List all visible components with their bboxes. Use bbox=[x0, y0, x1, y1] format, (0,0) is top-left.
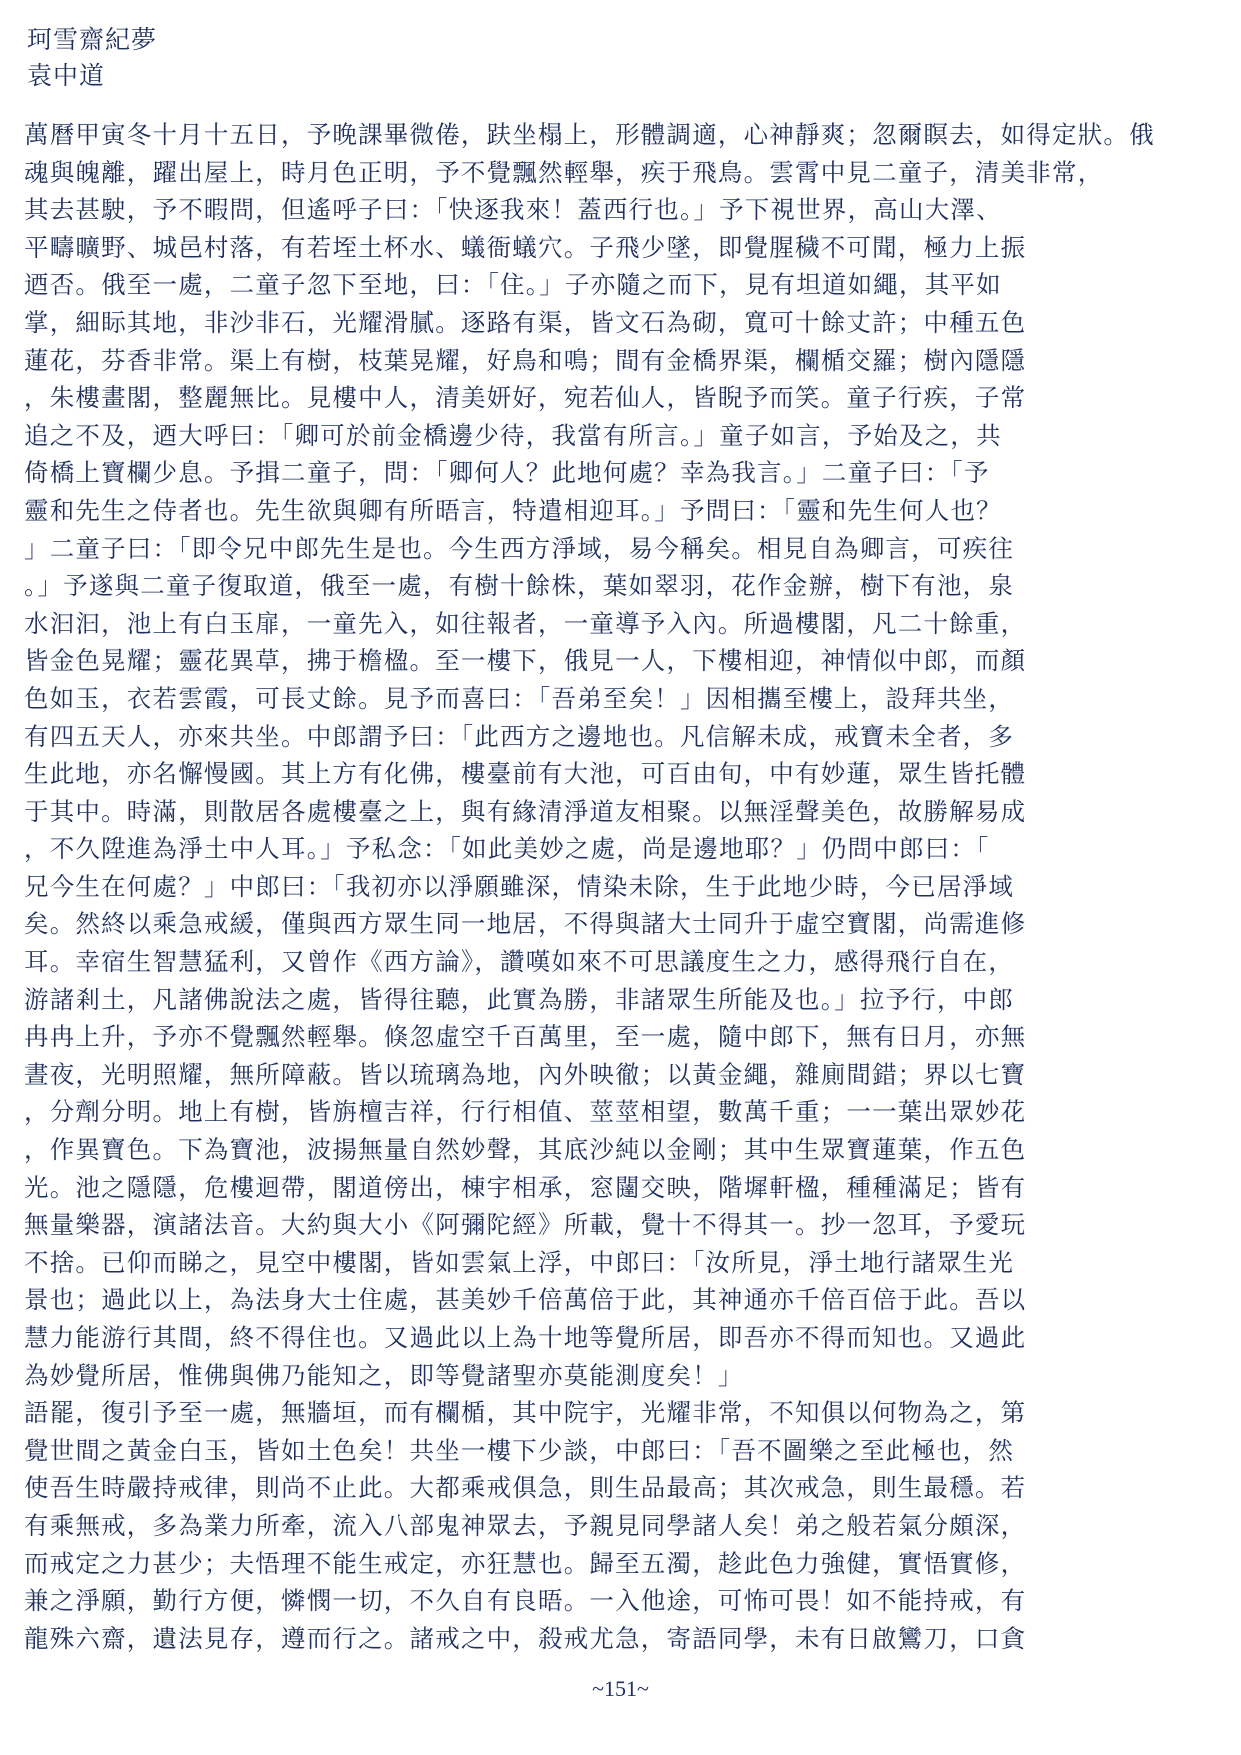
document-title: 珂雪齋紀夢 bbox=[27, 25, 158, 54]
text-line: 慧力能游行其間，終不得住也。又過此以上為十地等覺所居，即吾亦不得而知也。又過此 bbox=[24, 1323, 1027, 1352]
text-line: 游諸剎土，凡諸佛說法之處，皆得往聽，此實為勝，非諸眾生所能及也。」拉予行，中郎 bbox=[24, 984, 1015, 1014]
text-line: ，不久陞進為淨土中人耳。」予私念：「如此美妙之處，尚是邊地耶？」仍問中郎曰：「 bbox=[24, 834, 990, 864]
text-line: 有乘無戒，多為業力所牽，流入八部鬼神眾去，予親見同學諸人矣！弟之般若氣分頗深， bbox=[24, 1510, 1027, 1540]
text-line: 平疇曠野、城邑村落，有若垤土杯水、蟻衙蟻穴。子飛少墜，即覺腥穢不可聞，極力上振 bbox=[24, 232, 1027, 262]
text-line: 掌，細眎其地，非沙非石，光耀滑膩。逐路有渠，皆文石為砌，寬可十餘丈許；中種五色 bbox=[24, 307, 1027, 337]
text-line: 兄今生在何處？」中郎曰：「我初亦以淨願雖深，情染未除，生于此地少時，今已居淨域 bbox=[24, 871, 1015, 901]
document-header bbox=[27, 22, 157, 94]
text-line: 覺世間之黃金白玉，皆如土色矣！共坐一樓下少談，中郎曰：「吾不圖樂之至此極也，然 bbox=[24, 1435, 1015, 1465]
text-line: 為妙覺所居，惟佛與佛乃能知之，即等覺諸聖亦莫能測度矣！」 bbox=[24, 1360, 744, 1390]
text-line: 冉冉上升，予亦不覺飄然輕舉。倏忽虛空千百萬里，至一處，隨中郎下，無有日月，亦無 bbox=[24, 1022, 1027, 1052]
text-line: 色如玉，衣若雲霞，可長丈餘。見予而喜曰：「吾弟至矣！」因相攜至樓上，設拜共坐， bbox=[24, 683, 1015, 713]
document-author: 袁中道 bbox=[27, 61, 106, 90]
text-line: 萬曆甲寅冬十月十五日，予晚課畢微倦，趺坐榻上，形體調適，心神靜爽；忽爾瞑去，如得定狀。俄 bbox=[24, 120, 1155, 149]
text-line: 無量樂器，演諸法音。大約與大小《阿彌陀經》所載，覺十不得其一。抄一忽耳，予愛玩 bbox=[24, 1210, 1027, 1240]
text-line: 而戒定之力甚少；夫悟理不能生戒定，亦狂慧也。歸至五濁，趁此色力強健，實悟實修， bbox=[24, 1548, 1027, 1578]
text-line: 蓮花，芬香非常。渠上有樹，枝葉晃耀，好鳥和鳴；間有金橋界渠，欄楯交羅；樹內隱隱 bbox=[24, 345, 1027, 375]
text-line: 靈和先生之侍者也。先生欲與卿有所晤言，特遣相迎耳。」予問曰：「靈和先生何人也？ bbox=[24, 495, 1002, 525]
text-line: ，作異寶色。下為寶池，波揚無量自然妙聲，其底沙純以金剛；其中生眾寶蓮葉，作五色 bbox=[24, 1135, 1027, 1165]
text-line: 語罷，復引予至一處，無牆垣，而有欄楯，其中院宇，光耀非常，不知俱以何物為之，第 bbox=[24, 1398, 1027, 1428]
text-line: 矣。然終以乘急戒緩，僅與西方眾生同一地居，不得與諸大士同升于虛空寶閣，尚需進修 bbox=[24, 909, 1027, 939]
text-line: 景也；過此以上，為法身大士住處，甚美妙千倍萬倍于此，其神通亦千倍百倍于此。吾以 bbox=[24, 1285, 1027, 1315]
text-line: 有四五天人，亦來共坐。中郎謂予曰：「此西方之邊地也。凡信解未成，戒寶未全者，多 bbox=[24, 721, 1015, 751]
text-line: 。」予遂與二童子復取道，俄至一處，有樹十餘株，葉如翠羽，花作金辦，樹下有池，泉 bbox=[24, 571, 1015, 601]
text-line: 水汩汩，池上有白玉扉，一童先入，如往報者，一童導予入內。所過樓閣，凡二十餘重， bbox=[24, 608, 1027, 638]
text-line: 耳。幸宿生智慧猛利，又曾作《西方論》，讚嘆如來不可思議度生之力，感得飛行自在， bbox=[24, 947, 1015, 977]
text-line: 」二童子曰：「即令兄中郎先生是也。今生西方淨域，易今稱矣。相見自為卿言，可疾往 bbox=[24, 533, 1015, 563]
text-line: 倚橋上寶欄少息。予揖二童子，問：「卿何人？此地何處？幸為我言。」二童子曰：「予 bbox=[24, 458, 990, 488]
page-number: ~151~ bbox=[592, 1676, 649, 1701]
text-line: 龍殊六齋，遺法見存，遵而行之。諸戒之中，殺戒尤急，寄語同學，未有日啟鸞刀，口貪 bbox=[24, 1623, 1027, 1653]
text-line: 其去甚駛，予不暇問，但遙呼子曰：「快逐我來！蓋西行也。」予下視世界，高山大澤、 bbox=[24, 195, 1002, 225]
text-line: 生此地，亦名懈慢國。其上方有化佛，樓臺前有大池，可百由旬，中有妙蓮，眾生皆托體 bbox=[24, 759, 1027, 789]
text-line: 魂與魄離，躍出屋上，時月色正明，予不覺飄然輕舉，疾于飛鳥。雲霄中見二童子，清美非常， bbox=[24, 157, 1104, 187]
text-line: 不捨。已仰而睇之，見空中樓閣，皆如雲氣上浮，中郎曰：「汝所見，淨土地行諸眾生光 bbox=[24, 1247, 1015, 1277]
text-line: 皆金色晃耀；靈花異草，拂于檐楹。至一樓下，俄見一人，下樓相迎，神情似中郎，而顏 bbox=[24, 646, 1027, 676]
text-line: 光。池之隱隱，危樓迴帶，閣道傍出，棟宇相承，窓闥交映，階墀軒楹，種種滿足；皆有 bbox=[24, 1172, 1027, 1202]
text-line: 迺否。俄至一處，二童子忽下至地，曰：「住。」子亦隨之而下，見有坦道如繩，其平如 bbox=[24, 270, 1002, 300]
text-line: 晝夜，光明照耀，無所障蔽。皆以琉璃為地，內外映徹；以黃金繩，雜廁間錯；界以七寶 bbox=[24, 1059, 1027, 1089]
text-line: 于其中。時滿，則散居各處樓臺之上，與有緣清淨道友相聚。以無淫聲美色，故勝解易成 bbox=[24, 796, 1027, 826]
text-line: ，分劑分明。地上有樹，皆旃檀吉祥，行行相值、莖莖相望，數萬千重；一一葉出眾妙花 bbox=[24, 1097, 1027, 1127]
text-line: ，朱樓畫閣，整麗無比。見樓中人，清美妍好，宛若仙人，皆睨予而笑。童子行疾，子常 bbox=[24, 383, 1027, 413]
text-line: 使吾生時嚴持戒律，則尚不止此。大都乘戒俱急，則生品最高；其次戒急，則生最穩。若 bbox=[24, 1473, 1027, 1503]
text-line: 追之不及，迺大呼曰：「卿可於前金橋邊少待，我當有所言。」童子如言，予始及之，共 bbox=[24, 420, 1002, 450]
body-text bbox=[24, 116, 1224, 1657]
text-line: 兼之淨願，勤行方便，憐憫一切，不久自有良晤。一入他途，可怖可畏！如不能持戒，有 bbox=[24, 1586, 1027, 1616]
